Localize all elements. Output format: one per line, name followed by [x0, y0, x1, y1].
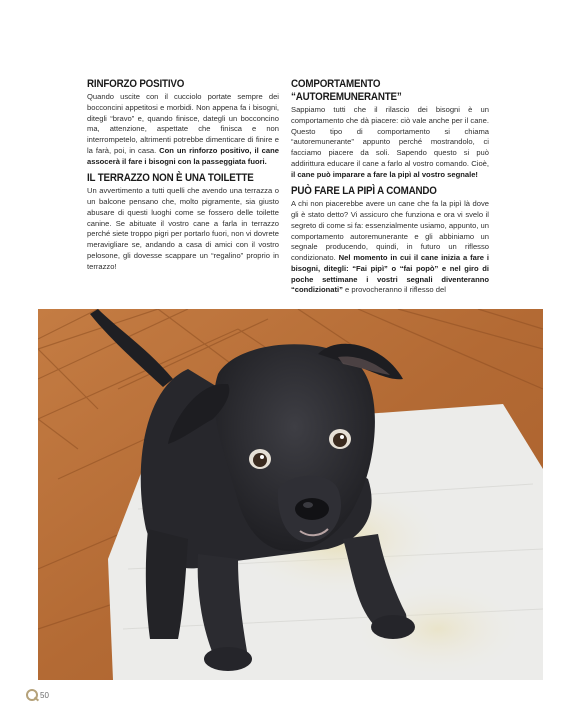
- paragraph-text: Quando uscite con il cucciolo portate sempre dei bocconcini appetitosi e morbidi. Non appena fa i bisogni, ditegli “bravo” e, quando finisce, dategli un bocconcino ma, attenzione, aspettate che finisca e non interrompetelo, altrimenti potrebbe dimenticare di finire e la farà, poi, in casa.: [87, 92, 279, 155]
- left-column: [87, 78, 279, 272]
- paragraph-text: Sappiamo tutti che il rilascio dei bisogni è un comportamento che dà piacere: ciò vale anche per il cane. Questo tipo di comportamento si chiama “autoremunerante” appunto perché mostrandolo, ci facciamo piacere da soli. Sapendo questo si può addirittura educare il cane a farlo al vostro comando. Cioè,: [291, 105, 489, 168]
- heading-comportamento: COMPORTAMENTO “AUTOREMUNERANTE”: [291, 78, 402, 103]
- heading-pipi-a-comando: PUÒ FARE LA PIPÌ A COMANDO: [291, 185, 437, 198]
- paragraph-text: A chi non piacerebbe avere un cane che fa la pipì là dove gli è stato detto? Vi assicuro che funziona e ora vi svelo il segreto di come si fa: essenzialmente usiamo, appunto, un comportamento autoremunerante e gli abbiniamo un segnale producendo, quindi, in futuro un riflesso condizionato.: [291, 199, 489, 262]
- paragraph-pipi-a-comando: [291, 199, 489, 296]
- paragraph-bold: Nel momento in cui il cane inizia a fare i bisogni, ditegli: “Fai pipì” o “fai popò” e nel giro di poche settimane i vostri segnali diventeranno “condizionati”: [291, 253, 489, 295]
- paragraph-bold: Con un rinforzo positivo, il cane assocerà il fare i bisogni con la passeggiata fuori.: [87, 145, 279, 166]
- paragraph-rinforzo-positivo: [87, 92, 279, 167]
- heading-terrazzo: IL TERRAZZO NON È UNA TOILETTE: [87, 172, 254, 185]
- page-footer: [26, 689, 49, 701]
- paragraph-comportamento: [291, 105, 489, 180]
- heading-rinforzo-positivo: RINFORZO POSITIVO: [87, 78, 185, 90]
- puppy-photo: [38, 309, 543, 680]
- puppy-illustration: [38, 309, 543, 680]
- paragraph-terrazzo: Un avvertimento a tutti quelli che avendo una terrazza o un balcone pensano che, molto pigramente, sia giusto abusare di questi luoghi come se fossero delle toilette canine. Se abituate il vostro cane a farla in terrazzo perché siete troppo pigri per portarlo fuori, non vi dovrete meravigliare se, andando a casa di amici con il vostro pelosone, gli dovesse scappare un “regalino” proprio in terrazzo!: [87, 186, 279, 271]
- dog-nose: [295, 498, 329, 520]
- paragraph-text-end: e provocheranno il riflesso del: [345, 285, 446, 295]
- paragraph-bold: il cane può imparare a fare la pipì al vostro segnale!: [291, 169, 478, 179]
- magazine-q-logo-icon: [26, 689, 38, 701]
- page-number: 50: [40, 690, 49, 700]
- right-column: [291, 78, 489, 296]
